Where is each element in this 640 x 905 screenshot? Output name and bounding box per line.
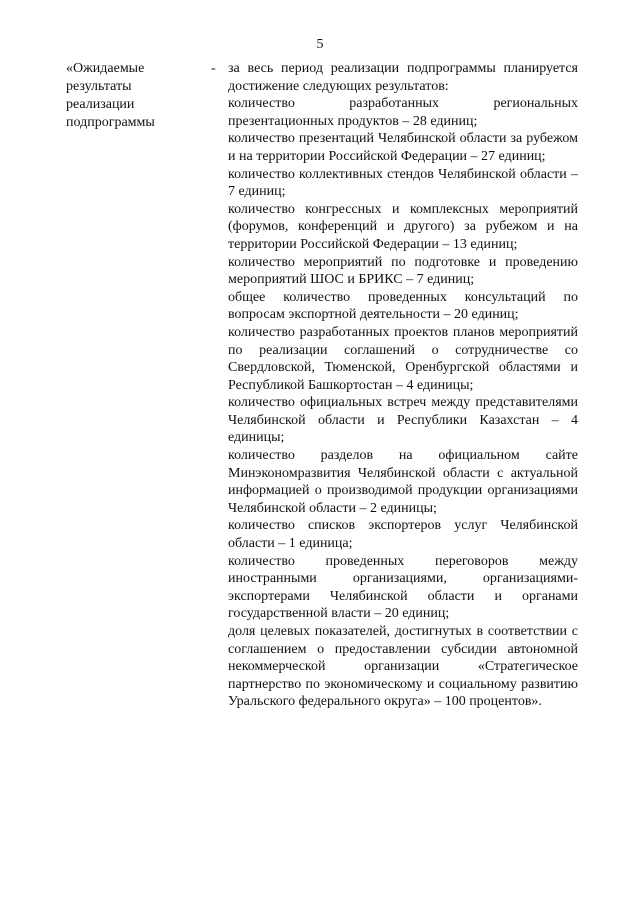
result-item: количество мероприятий по подготовке и проведению мероприятий ШОС и БРИКС – 7 единиц; [228, 254, 578, 288]
result-item: количество конгрессных и комплексных мероприятий (форумов, конференций и другого) за рубежом и на территории Российской Федерации – 13 единиц; [228, 201, 578, 252]
result-item: количество разделов на официальном сайте Минэкономразвития Челябинской области с актуальной информацией о производимой продукции организациями Челябинской области – 2 единицы; [228, 448, 578, 516]
result-item: количество официальных встреч между представителями Челябинской области и Республики Казахстан – 4 единицы; [228, 395, 578, 446]
result-item: количество разработанных проектов планов мероприятий по реализации соглашений о сотрудничестве со Свердловской, Тюменской, Оренбургской областями и Республикой Башкортостан – 4 единицы; [228, 324, 578, 393]
result-item: общее количество проведенных консультаций по вопросам экспортной деятельности – 20 единиц; [228, 289, 578, 323]
results-list [228, 60, 578, 711]
section-label-line: подпрограммы [66, 115, 155, 130]
result-item: количество коллективных стендов Челябинской области – 7 единиц; [228, 166, 578, 200]
result-item: количество списков экспортеров услуг Челябинской области – 1 единица; [228, 518, 578, 552]
result-item: доля целевых показателей, достигнутых в соответствии с соглашением о предоставлении субсидии автономной некоммерческой организации «Стратегическое партнерство по экономическому и социальному развитию Уральского федерального округа» – 100 процентов». [228, 624, 578, 710]
section-label-line: «Ожидаемые [66, 61, 145, 76]
results-intro: за весь период реализации подпрограммы планируется достижение следующих результатов: [228, 61, 578, 94]
section-label-line: реализации [66, 97, 135, 112]
page-number: 5 [316, 37, 324, 52]
result-item: количество разработанных региональных презентационных продуктов – 28 единиц; [228, 96, 578, 129]
result-item: количество презентаций Челябинской области за рубежом и на территории Российской Федерации – 27 единиц; [228, 131, 578, 164]
section-label-line: результаты [66, 79, 132, 94]
result-item: количество проведенных переговоров между иностранными организациями, организациями-экспортерами Челябинской области и органами государственной власти – 20 единиц; [228, 553, 578, 622]
separator-dash: - [211, 61, 216, 76]
section-label [66, 60, 206, 132]
